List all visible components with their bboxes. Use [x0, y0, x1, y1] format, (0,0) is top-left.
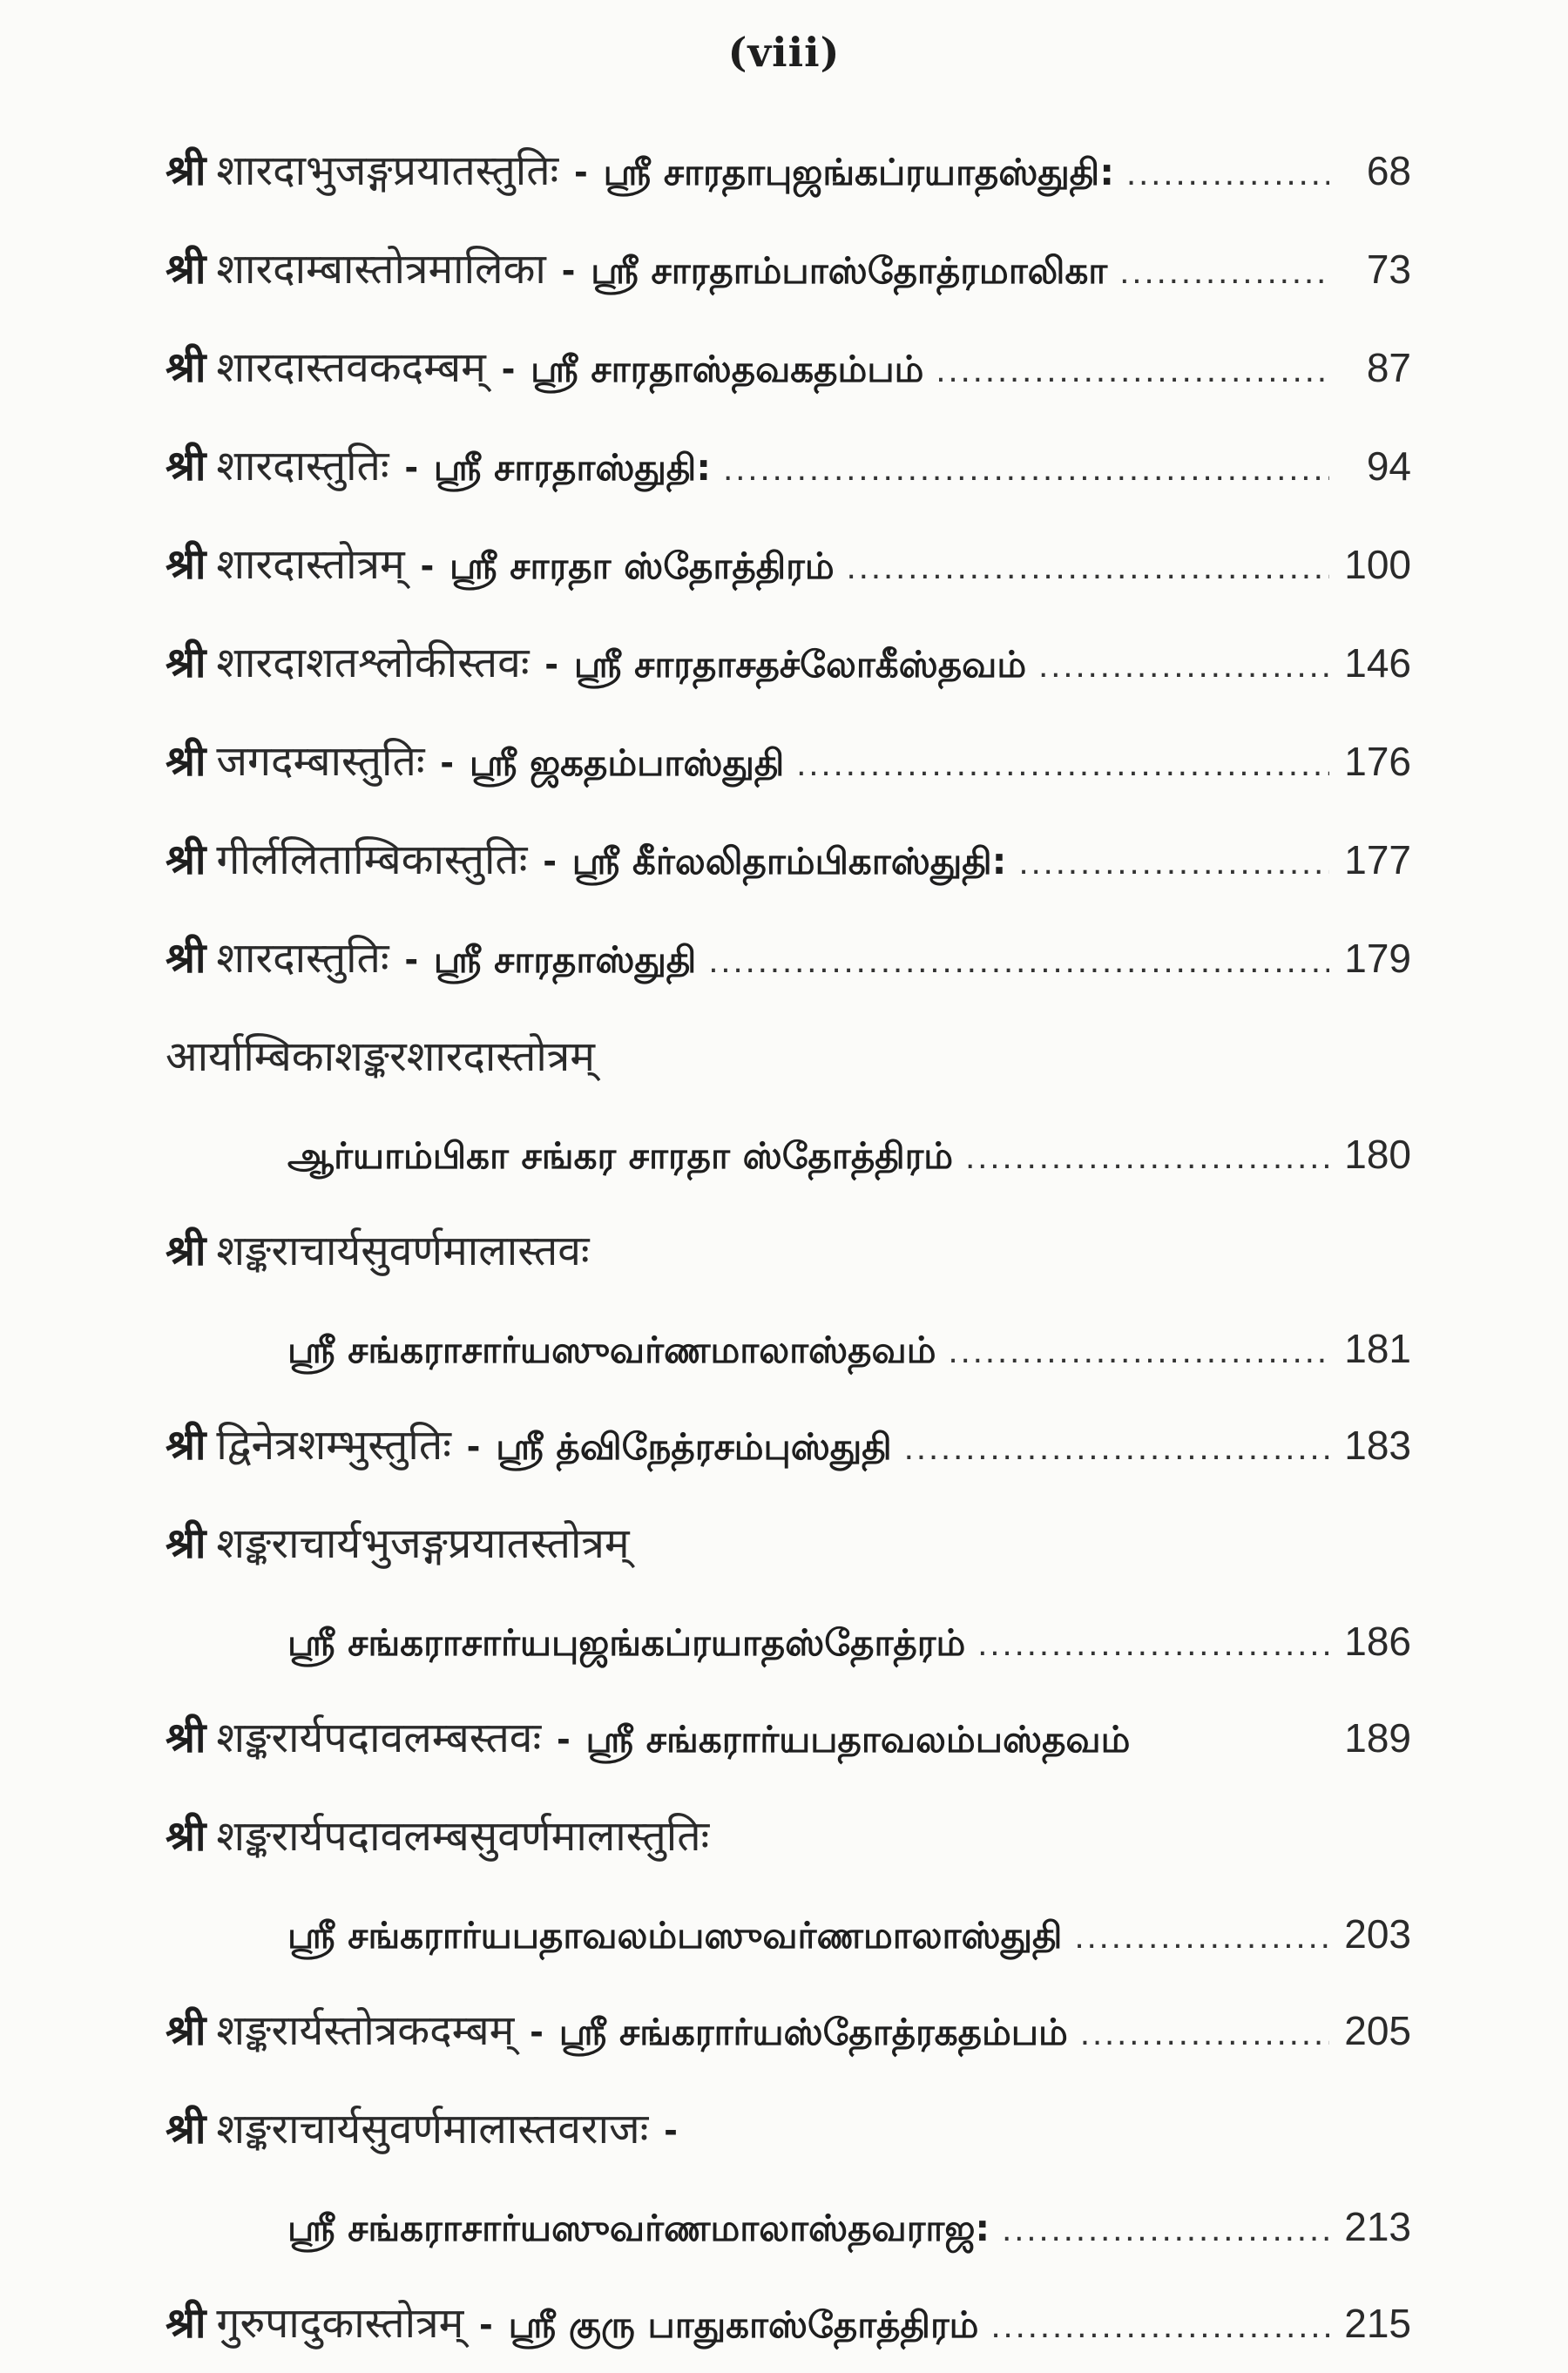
sanskrit-title: शारदाभुजङ्गप्रयातस्तुतिः: [216, 146, 559, 195]
separator: -: [501, 345, 516, 390]
sri-prefix: श्री: [166, 639, 206, 687]
table-of-contents: [166, 122, 1411, 2373]
page-ref: 177: [1344, 837, 1411, 882]
sanskrit-title: शङ्करार्यस्तोत्रकदम्बम्: [216, 2006, 515, 2055]
separator: -: [544, 640, 558, 686]
separator: -: [664, 2106, 678, 2152]
tamil-title: ஸ்ரீ கீர்லலிதாம்பிகாஸ்துதி:: [571, 840, 1007, 882]
dot-leader: [990, 2277, 1329, 2373]
page-ref: 186: [1344, 1619, 1411, 1664]
toc-subentry: [166, 1301, 1411, 1396]
separator: -: [440, 739, 454, 784]
dot-leader: [977, 1596, 1329, 1689]
toc-subentry: [166, 1106, 1411, 1202]
page-ref: 100: [1344, 542, 1411, 587]
sanskrit-title: शारदास्तवकदम्बम्: [216, 343, 486, 392]
sanskrit-title: शङ्कराचार्यसुवर्णमालास्तवराजः: [216, 2105, 649, 2153]
sri-prefix: श्री: [166, 835, 206, 884]
toc-entry: [166, 909, 1411, 1008]
dot-leader: [936, 321, 1329, 417]
sri-prefix: श्री: [166, 2105, 206, 2153]
page-ref: 146: [1344, 640, 1411, 686]
separator: -: [543, 837, 557, 882]
page-number: (viii): [727, 29, 841, 76]
separator: -: [557, 1715, 571, 1761]
sri-prefix: श्री: [166, 737, 206, 786]
dot-leader: [1038, 617, 1329, 713]
sanskrit-title: शारदास्तुतिः: [216, 934, 389, 983]
tamil-title: ஸ்ரீ குரு பாதுகாஸ்தோத்திரம்: [508, 2303, 979, 2346]
dot-leader: [1119, 223, 1329, 319]
toc-entry: [166, 614, 1411, 713]
sanskrit-title: शारदास्तुतिः: [216, 442, 389, 490]
dot-leader: [1126, 125, 1329, 220]
tamil-title: ஸ்ரீ சங்கராசார்யஸுவர்ணமாலாஸ்தவராஜ:: [287, 2207, 990, 2249]
tamil-title: ஸ்ரீ சங்கரார்யஸ்தோத்ரகதம்பம்: [558, 2011, 1068, 2053]
dot-leader: [965, 1109, 1329, 1202]
dot-leader: [708, 912, 1329, 1008]
dot-leader: [904, 1399, 1329, 1495]
separator: -: [466, 1423, 481, 1468]
tamil-title: ஸ்ரீ சங்கரார்யபதாவலம்பஸ்தவம்: [585, 1718, 1131, 1761]
separator: -: [404, 936, 418, 981]
page-ref: 189: [1344, 1715, 1411, 1761]
toc-entry: [166, 417, 1411, 516]
dot-leader: [723, 420, 1329, 516]
page-ref: 94: [1366, 443, 1411, 489]
sanskrit-title: शङ्कराचार्यसुवर्णमालास्तवः: [216, 1227, 590, 1275]
dot-leader: [1080, 1984, 1329, 2080]
page-ref: 215: [1344, 2301, 1411, 2346]
toc-heading: [166, 1008, 1411, 1106]
page-ref: 176: [1344, 739, 1411, 784]
page-ref: 203: [1344, 1911, 1411, 1957]
tamil-title: ஆர்யாம்பிகா சங்கர சாரதா ஸ்தோத்திரம்: [287, 1134, 954, 1177]
sri-prefix: श्री: [166, 1227, 206, 1275]
tamil-title: ஸ்ரீ ஜகதம்பாஸ்துதி: [469, 741, 785, 784]
toc-entry: [166, 1982, 1411, 2080]
tamil-title: ஸ்ரீ சாரதாஸ்துதி: [433, 938, 697, 981]
sri-prefix: श्री: [166, 1421, 206, 1470]
toc-entry: [166, 319, 1411, 417]
page-ref: 180: [1344, 1132, 1411, 1177]
toc-entry: [166, 713, 1411, 811]
sri-prefix: श्री: [166, 146, 206, 195]
tamil-title: ஸ்ரீ த்விநேத்ரசம்புஸ்துதி: [496, 1425, 892, 1468]
separator: -: [530, 2008, 544, 2053]
dot-leader: [1074, 1889, 1329, 1982]
tamil-title: ஸ்ரீ சாரதாபுஜங்கப்ரயாதஸ்துதி:: [603, 151, 1114, 193]
page-ref: 179: [1344, 936, 1411, 981]
tamil-title: ஸ்ரீ சாரதாஸ்துதி:: [433, 446, 712, 489]
dot-leader: [1002, 2181, 1329, 2275]
sanskrit-title: गुरुपादुकास्तोत्रम्: [216, 2299, 464, 2348]
toc-heading: [166, 1495, 1411, 1593]
sri-prefix: श्री: [166, 1714, 206, 1762]
toc-entry: [166, 516, 1411, 614]
sanskrit-title: जगदम्बास्तुतिः: [216, 737, 425, 786]
sanskrit-title: शङ्कराचार्यभुजङ्गप्रयातस्तोत्रम्: [216, 1519, 630, 1568]
dot-leader: [847, 518, 1329, 614]
sri-prefix: श्री: [166, 934, 206, 983]
page-ref: 73: [1366, 247, 1411, 292]
toc-entry: [166, 1689, 1411, 1788]
tamil-title: ஸ்ரீ சங்கரார்யபதாவலம்பஸுவர்ணமாலாஸ்துதி: [287, 1914, 1063, 1957]
sri-prefix: श्री: [166, 2006, 206, 2055]
tamil-title: ஸ்ரீ சாரதாஸ்தவகதம்பம்: [531, 348, 924, 390]
tamil-title: ஸ்ரீ சாரதா ஸ்தோத்திரம்: [449, 544, 835, 587]
toc-subentry: [166, 1593, 1411, 1689]
tamil-title: ஸ்ரீ சங்கராசார்யபுஜங்கப்ரயாதஸ்தோத்ரம்: [287, 1621, 966, 1664]
sri-prefix: श्री: [166, 2299, 206, 2348]
toc-heading: [166, 1788, 1411, 1886]
toc-subentry: [166, 2179, 1411, 2275]
sanskrit-title: शारदाशतश्लोकीस्तवः: [216, 639, 530, 687]
sri-prefix: श्री: [166, 343, 206, 392]
dot-leader: [949, 1303, 1330, 1396]
toc-entry: [166, 811, 1411, 909]
sanskrit-title: द्विनेत्रशम्भुस्तुतिः: [216, 1421, 451, 1470]
dot-leader: [1018, 814, 1329, 909]
sanskrit-title: शारदास्तोत्रम्: [216, 540, 405, 589]
tamil-title: ஸ்ரீ சாரதாசதச்லோகீஸ்தவம்: [573, 643, 1027, 686]
page-ref: 183: [1344, 1423, 1411, 1468]
sanskrit-title: गीर्ललिताम्बिकास्तुतिः: [216, 835, 528, 884]
toc-entry: [166, 220, 1411, 319]
page-ref: 181: [1344, 1326, 1411, 1371]
toc-entry: [166, 2275, 1411, 2373]
toc-heading: [166, 1202, 1411, 1301]
toc-subentry: [166, 1886, 1411, 1982]
sri-prefix: श्री: [166, 442, 206, 490]
sanskrit-title: शङ्करार्यपदावलम्बस्तवः: [216, 1714, 542, 1762]
sri-prefix: श्री: [166, 245, 206, 294]
separator: -: [561, 247, 576, 292]
separator: -: [479, 2301, 493, 2346]
page-ref: 205: [1344, 2008, 1411, 2053]
sanskrit-title: शारदाम्बास्तोत्रमालिका: [216, 245, 546, 294]
tamil-title: ஸ்ரீ சங்கராசார்யஸுவர்ணமாலாஸ்தவம்: [287, 1328, 936, 1371]
sri-prefix: श्री: [166, 1519, 206, 1568]
toc-entry: [166, 122, 1411, 220]
sanskrit-title: शङ्करार्यपदावलम्बसुवर्णमालास्तुतिः: [216, 1812, 710, 1861]
sri-prefix: श्री: [166, 540, 206, 589]
tamil-title: ஸ்ரீ சாரதாம்பாஸ்தோத்ரமாலிகா: [591, 249, 1108, 292]
toc-heading: [166, 2080, 1411, 2179]
page-ref: 87: [1366, 345, 1411, 390]
separator: -: [420, 542, 435, 587]
separator: -: [574, 148, 588, 193]
sri-prefix: श्री: [166, 1812, 206, 1861]
toc-entry: [166, 1396, 1411, 1495]
page-ref: 213: [1344, 2204, 1411, 2249]
page-ref: 68: [1366, 148, 1411, 193]
dot-leader: [796, 715, 1329, 811]
sanskrit-title: आर्याम्बिकाशङ्करशारदास्तोत्रम्: [166, 1032, 596, 1081]
separator: -: [404, 443, 418, 489]
